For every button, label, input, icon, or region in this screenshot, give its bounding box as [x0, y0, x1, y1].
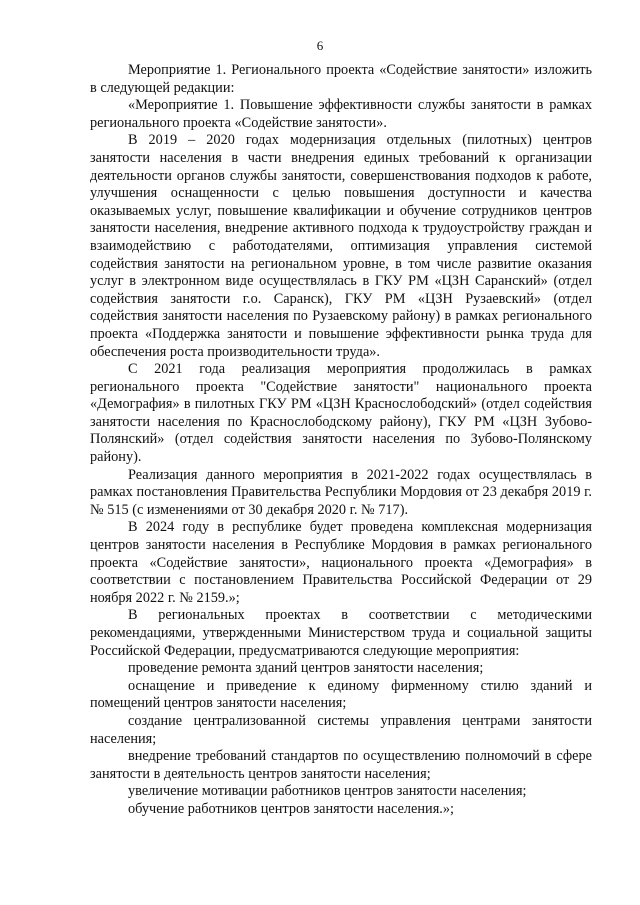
paragraph-2019-2020: В 2019 – 2020 годах модернизация отдельных (пилотных) центров занятости населения в части внедрения единых требований к организации деятельности органов службы занятости, совершенствования подходов к работе, улучшения оснащенности с целью повышения доступности и качества оказываемых услуг, повышение квалификации и обучение сотрудников центров занятости населения, внедрение активного подхода к трудоустройству граждан и взаимодействию с работодателями, оптимизация управления системой содействия занятости на региональном уровне, в том числе развитие оказания услуг в электронном виде осуществлялась в ГКУ РМ «ЦЗН Саранский» (отдел содействия занятости г.о. Саранск), ГКУ РМ «ЦЗН Рузаевский» (отдел содействия занятости населения по Рузаевскому району) в рамках регионального проекта «Поддержка занятости и повышение эффективности рынка труда для обеспечения роста производительности труда».	[90, 132, 592, 360]
list-item-centralized-system: создание централизованной системы управления центрами занятости населения;	[90, 712, 592, 747]
document-body	[90, 62, 592, 819]
list-item-equipment: оснащение и приведение к единому фирменному стилю зданий и помещений центров занятости населения;	[90, 677, 592, 712]
list-item-motivation: увеличение мотивации работников центров занятости населения;	[128, 783, 527, 800]
page-number: 6	[316, 38, 324, 53]
paragraph-regional-projects: В региональных проектах в соответствии с методическими рекомендациями, утвержденными Министерством труда и социальной защиты Российской Федерации, предусматриваются следующие мероприятия:	[90, 607, 592, 659]
list-item-repair: проведение ремонта зданий центров занятости населения;	[128, 660, 484, 677]
list-item-training: обучение работников центров занятости населения.»;	[128, 800, 454, 817]
paragraph-event-title: «Мероприятие 1. Повышение эффективности службы занятости в рамках регионального проекта «Содействие занятости».	[90, 97, 592, 131]
list-item-standards: внедрение требований стандартов по осуществлению полномочий в сфере занятости в деятельность центров занятости населения;	[90, 748, 592, 782]
paragraph-intro: Мероприятие 1. Регионального проекта «Содействие занятости» изложить в следующей редакции:	[90, 62, 592, 96]
paragraph-2021: С 2021 года реализация мероприятия продолжилась в рамках регионального проекта "Содействие занятости" национального проекта «Демография» в пилотных ГКУ РМ «ЦЗН Краснослободский» (отдел содействия занятости населения по Краснослободскому району), ГКУ РМ «ЦЗН Зубово-Полянский» (отдел содействия занятости населения по Зубово-Полянскому району).	[90, 361, 592, 466]
paragraph-2024: В 2024 году в республике будет проведена комплексная модернизация центров занятости населения в Республике Мордовия в рамках регионального проекта «Содействие занятости», национального проекта «Демография» в соответствии с постановлением Правительства Российской Федерации от 29 ноября 2022 г. № 2159.»;	[90, 519, 592, 606]
paragraph-2021-2022: Реализация данного мероприятия в 2021-2022 годах осуществлялась в рамках постановления Правительства Республики Мордовия от 23 декабря 2019 г. № 515 (с изменениями от 30 декабря 2020 г. № 717).	[90, 466, 592, 518]
